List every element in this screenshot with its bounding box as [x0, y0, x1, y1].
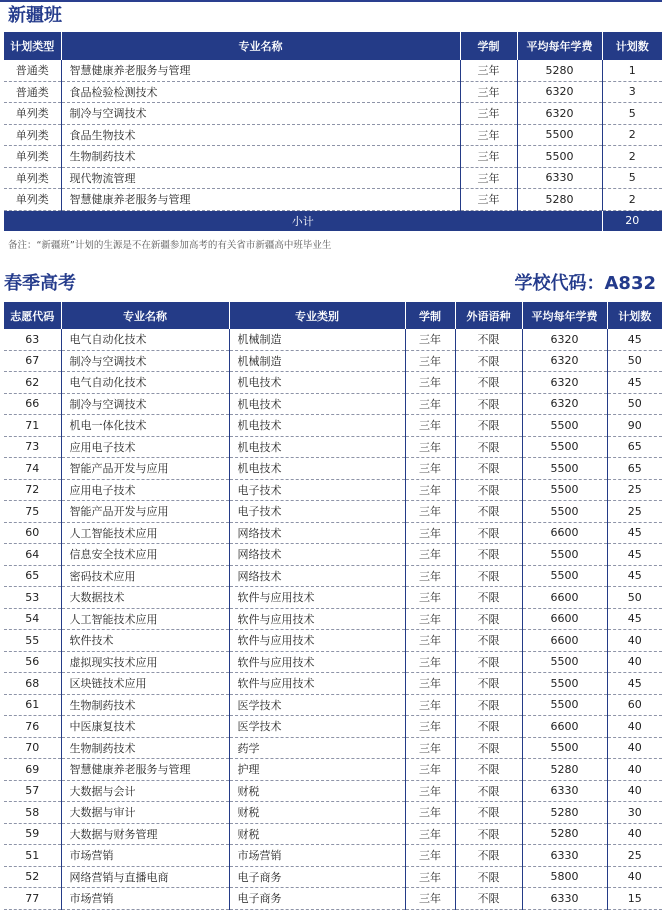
choice-code-cell: 71: [4, 415, 61, 437]
major-category-cell: 机电技术: [229, 458, 405, 480]
tuition-cell: 5500: [522, 651, 607, 673]
table-row: [4, 189, 662, 211]
tuition-cell: 5280: [522, 802, 607, 824]
tuition-cell: 5280: [522, 759, 607, 781]
tuition-cell: 5500: [522, 436, 607, 458]
header-plan-count: 计划数: [607, 302, 662, 329]
header-plan-count: 计划数: [602, 32, 662, 60]
section-title-spring-exam: 春季高考: [4, 273, 76, 294]
table-row: [4, 350, 662, 372]
major-category-cell: 机电技术: [229, 372, 405, 394]
plan-count-cell: 45: [607, 673, 662, 695]
choice-code-cell: 51: [4, 845, 61, 867]
header-major-name: 专业名称: [61, 302, 229, 329]
plan-count-cell: 25: [607, 845, 662, 867]
plan-count-cell: 40: [607, 780, 662, 802]
duration-cell: 三年: [460, 81, 517, 103]
plan-type-cell: 普通类: [4, 81, 61, 103]
major-name-cell: 智慧健康养老服务与管理: [61, 189, 460, 211]
duration-cell: 三年: [405, 866, 455, 888]
language-cell: 不限: [455, 393, 522, 415]
tuition-cell: 5500: [522, 458, 607, 480]
top-border-line: [0, 0, 662, 2]
choice-code-cell: 68: [4, 673, 61, 695]
plan-count-cell: 25: [607, 501, 662, 523]
tuition-cell: 6330: [522, 888, 607, 910]
major-category-cell: 电子商务: [229, 866, 405, 888]
table-row: [4, 587, 662, 609]
plan-count-cell: 65: [607, 436, 662, 458]
table-row: [4, 501, 662, 523]
header-plan-type: 计划类型: [4, 32, 61, 60]
table-row: [4, 780, 662, 802]
plan-type-cell: 单列类: [4, 124, 61, 146]
choice-code-cell: 65: [4, 565, 61, 587]
tuition-cell: 5500: [522, 737, 607, 759]
school-code: 学校代码：A832: [514, 273, 656, 294]
plan-count-cell: 40: [607, 823, 662, 845]
plan-count-cell: 45: [607, 372, 662, 394]
major-name-cell: 软件技术: [61, 630, 229, 652]
duration-cell: 三年: [405, 888, 455, 910]
plan-count-cell: 60: [607, 694, 662, 716]
major-name-cell: 人工智能技术应用: [61, 522, 229, 544]
table-row: [4, 823, 662, 845]
choice-code-cell: 62: [4, 372, 61, 394]
table-row: [4, 372, 662, 394]
language-cell: 不限: [455, 845, 522, 867]
choice-code-cell: 53: [4, 587, 61, 609]
tuition-cell: 5500: [522, 479, 607, 501]
duration-cell: 三年: [405, 651, 455, 673]
language-cell: 不限: [455, 737, 522, 759]
major-name-cell: 现代物流管理: [61, 167, 460, 189]
tuition-cell: 6600: [522, 587, 607, 609]
duration-cell: 三年: [405, 823, 455, 845]
subtotal-value: 20: [602, 210, 662, 231]
header-tuition: 平均每年学费: [522, 302, 607, 329]
major-name-cell: 智慧健康养老服务与管理: [61, 759, 229, 781]
language-cell: 不限: [455, 759, 522, 781]
tuition-cell: 6330: [517, 167, 602, 189]
tuition-cell: 6600: [522, 608, 607, 630]
language-cell: 不限: [455, 866, 522, 888]
plan-type-cell: 普通类: [4, 60, 61, 81]
plan-count-cell: 15: [607, 888, 662, 910]
language-cell: 不限: [455, 694, 522, 716]
major-name-cell: 生物制药技术: [61, 146, 460, 168]
duration-cell: 三年: [405, 759, 455, 781]
language-cell: 不限: [455, 587, 522, 609]
major-category-cell: 网络技术: [229, 522, 405, 544]
major-name-cell: 区块链技术应用: [61, 673, 229, 695]
tuition-cell: 6600: [522, 630, 607, 652]
choice-code-cell: 69: [4, 759, 61, 781]
tuition-cell: 5500: [517, 124, 602, 146]
plan-count-cell: 45: [607, 608, 662, 630]
tuition-cell: 5280: [517, 60, 602, 81]
major-category-cell: 机械制造: [229, 329, 405, 350]
major-name-cell: 制冷与空调技术: [61, 393, 229, 415]
tuition-cell: 6320: [517, 103, 602, 125]
plan-count-cell: 40: [607, 759, 662, 781]
plan-type-cell: 单列类: [4, 103, 61, 125]
major-name-cell: 大数据技术: [61, 587, 229, 609]
table-row: [4, 845, 662, 867]
major-name-cell: 大数据与审计: [61, 802, 229, 824]
duration-cell: 三年: [405, 350, 455, 372]
duration-cell: 三年: [405, 673, 455, 695]
table-row: [4, 866, 662, 888]
plan-count-cell: 30: [607, 802, 662, 824]
plan-count-cell: 40: [607, 737, 662, 759]
major-category-cell: 软件与应用技术: [229, 587, 405, 609]
major-name-cell: 智能产品开发与应用: [61, 501, 229, 523]
major-category-cell: 网络技术: [229, 544, 405, 566]
plan-count-cell: 65: [607, 458, 662, 480]
major-name-cell: 电气自动化技术: [61, 372, 229, 394]
spring-exam-plan-table: [4, 302, 662, 910]
table-row: [4, 630, 662, 652]
plan-count-cell: 45: [607, 329, 662, 350]
major-name-cell: 制冷与空调技术: [61, 103, 460, 125]
duration-cell: 三年: [460, 103, 517, 125]
table-row: [4, 167, 662, 189]
language-cell: 不限: [455, 522, 522, 544]
choice-code-cell: 75: [4, 501, 61, 523]
table-row: [4, 415, 662, 437]
section-title-xinjiang: 新疆班: [8, 5, 62, 26]
language-cell: 不限: [455, 823, 522, 845]
language-cell: 不限: [455, 436, 522, 458]
tuition-cell: 5500: [522, 544, 607, 566]
language-cell: 不限: [455, 501, 522, 523]
major-name-cell: 人工智能技术应用: [61, 608, 229, 630]
duration-cell: 三年: [405, 737, 455, 759]
major-name-cell: 大数据与会计: [61, 780, 229, 802]
plan-count-cell: 50: [607, 587, 662, 609]
choice-code-cell: 66: [4, 393, 61, 415]
language-cell: 不限: [455, 888, 522, 910]
plan-count-cell: 50: [607, 350, 662, 372]
duration-cell: 三年: [405, 565, 455, 587]
major-name-cell: 智能产品开发与应用: [61, 458, 229, 480]
language-cell: 不限: [455, 415, 522, 437]
choice-code-cell: 63: [4, 329, 61, 350]
plan-count-cell: 45: [607, 522, 662, 544]
tuition-cell: 6320: [517, 81, 602, 103]
major-category-cell: 网络技术: [229, 565, 405, 587]
plan-count-cell: 40: [607, 651, 662, 673]
table-row: [4, 81, 662, 103]
major-category-cell: 机械制造: [229, 350, 405, 372]
major-name-cell: 生物制药技术: [61, 694, 229, 716]
xinjiang-plan-table: [4, 32, 662, 231]
plan-count-cell: 2: [602, 189, 662, 211]
language-cell: 不限: [455, 479, 522, 501]
duration-cell: 三年: [405, 544, 455, 566]
duration-cell: 三年: [405, 802, 455, 824]
tuition-cell: 6320: [522, 329, 607, 350]
plan-count-cell: 90: [607, 415, 662, 437]
major-name-cell: 应用电子技术: [61, 479, 229, 501]
duration-cell: 三年: [405, 479, 455, 501]
major-category-cell: 医学技术: [229, 694, 405, 716]
major-category-cell: 机电技术: [229, 415, 405, 437]
plan-count-cell: 2: [602, 146, 662, 168]
duration-cell: 三年: [460, 189, 517, 211]
plan-count-cell: 3: [602, 81, 662, 103]
plan-type-cell: 单列类: [4, 189, 61, 211]
tuition-cell: 6600: [522, 716, 607, 738]
choice-code-cell: 57: [4, 780, 61, 802]
subtotal-label: 小计: [4, 210, 602, 231]
choice-code-cell: 59: [4, 823, 61, 845]
remark-note: 备注：“新疆班”计划的生源是不在新疆参加高考的有关省市新疆高中班毕业生: [8, 240, 332, 251]
plan-count-cell: 45: [607, 544, 662, 566]
table-row: [4, 329, 662, 350]
table-row: [4, 565, 662, 587]
duration-cell: 三年: [405, 845, 455, 867]
table-row: [4, 716, 662, 738]
duration-cell: 三年: [405, 716, 455, 738]
table-header-row: [4, 32, 662, 60]
major-category-cell: 软件与应用技术: [229, 608, 405, 630]
language-cell: 不限: [455, 565, 522, 587]
major-category-cell: 财税: [229, 823, 405, 845]
choice-code-cell: 52: [4, 866, 61, 888]
duration-cell: 三年: [405, 587, 455, 609]
header-foreign-language: 外语语种: [455, 302, 522, 329]
major-name-cell: 机电一体化技术: [61, 415, 229, 437]
plan-count-cell: 50: [607, 393, 662, 415]
table-row: [4, 124, 662, 146]
plan-count-cell: 2: [602, 124, 662, 146]
language-cell: 不限: [455, 651, 522, 673]
major-name-cell: 电气自动化技术: [61, 329, 229, 350]
plan-count-cell: 40: [607, 866, 662, 888]
header-major-category: 专业类别: [229, 302, 405, 329]
plan-count-cell: 45: [607, 565, 662, 587]
major-name-cell: 智慧健康养老服务与管理: [61, 60, 460, 81]
table-row: [4, 393, 662, 415]
duration-cell: 三年: [405, 329, 455, 350]
table-row: [4, 737, 662, 759]
major-category-cell: 财税: [229, 802, 405, 824]
header-major-name: 专业名称: [61, 32, 460, 60]
language-cell: 不限: [455, 372, 522, 394]
choice-code-cell: 64: [4, 544, 61, 566]
subtotal-row: [4, 210, 662, 231]
table-row: [4, 759, 662, 781]
choice-code-cell: 61: [4, 694, 61, 716]
choice-code-cell: 67: [4, 350, 61, 372]
choice-code-cell: 74: [4, 458, 61, 480]
language-cell: 不限: [455, 673, 522, 695]
tuition-cell: 5500: [522, 415, 607, 437]
language-cell: 不限: [455, 802, 522, 824]
major-category-cell: 药学: [229, 737, 405, 759]
tuition-cell: 5500: [517, 146, 602, 168]
language-cell: 不限: [455, 350, 522, 372]
tuition-cell: 6600: [522, 522, 607, 544]
choice-code-cell: 72: [4, 479, 61, 501]
language-cell: 不限: [455, 544, 522, 566]
tuition-cell: 6320: [522, 350, 607, 372]
table-row: [4, 888, 662, 910]
major-name-cell: 制冷与空调技术: [61, 350, 229, 372]
language-cell: 不限: [455, 716, 522, 738]
major-name-cell: 食品生物技术: [61, 124, 460, 146]
major-category-cell: 软件与应用技术: [229, 651, 405, 673]
table-row: [4, 146, 662, 168]
duration-cell: 三年: [405, 415, 455, 437]
tuition-cell: 5800: [522, 866, 607, 888]
choice-code-cell: 70: [4, 737, 61, 759]
tuition-cell: 5500: [522, 565, 607, 587]
language-cell: 不限: [455, 780, 522, 802]
duration-cell: 三年: [405, 608, 455, 630]
duration-cell: 三年: [460, 60, 517, 81]
table-header-row: [4, 302, 662, 329]
major-name-cell: 应用电子技术: [61, 436, 229, 458]
major-category-cell: 财税: [229, 780, 405, 802]
major-name-cell: 食品检验检测技术: [61, 81, 460, 103]
major-category-cell: 市场营销: [229, 845, 405, 867]
duration-cell: 三年: [460, 124, 517, 146]
plan-count-cell: 25: [607, 479, 662, 501]
header-tuition: 平均每年学费: [517, 32, 602, 60]
language-cell: 不限: [455, 608, 522, 630]
table-row: [4, 436, 662, 458]
duration-cell: 三年: [405, 458, 455, 480]
tuition-cell: 5500: [522, 694, 607, 716]
major-category-cell: 软件与应用技术: [229, 673, 405, 695]
choice-code-cell: 56: [4, 651, 61, 673]
choice-code-cell: 77: [4, 888, 61, 910]
major-name-cell: 市场营销: [61, 888, 229, 910]
major-name-cell: 大数据与财务管理: [61, 823, 229, 845]
duration-cell: 三年: [405, 630, 455, 652]
table-row: [4, 544, 662, 566]
major-name-cell: 网络营销与直播电商: [61, 866, 229, 888]
duration-cell: 三年: [405, 780, 455, 802]
table-row: [4, 60, 662, 81]
plan-type-cell: 单列类: [4, 167, 61, 189]
choice-code-cell: 60: [4, 522, 61, 544]
choice-code-cell: 58: [4, 802, 61, 824]
duration-cell: 三年: [405, 436, 455, 458]
table-row: [4, 673, 662, 695]
tuition-cell: 5280: [517, 189, 602, 211]
major-name-cell: 密码技术应用: [61, 565, 229, 587]
choice-code-cell: 54: [4, 608, 61, 630]
table-row: [4, 651, 662, 673]
table-row: [4, 802, 662, 824]
tuition-cell: 6320: [522, 393, 607, 415]
table-row: [4, 458, 662, 480]
plan-count-cell: 40: [607, 630, 662, 652]
duration-cell: 三年: [405, 522, 455, 544]
plan-count-cell: 5: [602, 167, 662, 189]
header-duration: 学制: [405, 302, 455, 329]
plan-count-cell: 40: [607, 716, 662, 738]
header-duration: 学制: [460, 32, 517, 60]
duration-cell: 三年: [405, 393, 455, 415]
duration-cell: 三年: [405, 694, 455, 716]
duration-cell: 三年: [460, 146, 517, 168]
major-name-cell: 虚拟现实技术应用: [61, 651, 229, 673]
duration-cell: 三年: [460, 167, 517, 189]
plan-type-cell: 单列类: [4, 146, 61, 168]
language-cell: 不限: [455, 458, 522, 480]
major-category-cell: 机电技术: [229, 393, 405, 415]
header-choice-code: 志愿代码: [4, 302, 61, 329]
table-row: [4, 694, 662, 716]
major-name-cell: 中医康复技术: [61, 716, 229, 738]
table-row: [4, 608, 662, 630]
major-name-cell: 信息安全技术应用: [61, 544, 229, 566]
choice-code-cell: 55: [4, 630, 61, 652]
tuition-cell: 6330: [522, 780, 607, 802]
major-category-cell: 护理: [229, 759, 405, 781]
major-category-cell: 医学技术: [229, 716, 405, 738]
choice-code-cell: 76: [4, 716, 61, 738]
language-cell: 不限: [455, 630, 522, 652]
table-row: [4, 103, 662, 125]
major-category-cell: 电子商务: [229, 888, 405, 910]
language-cell: 不限: [455, 329, 522, 350]
major-category-cell: 软件与应用技术: [229, 630, 405, 652]
tuition-cell: 5280: [522, 823, 607, 845]
plan-count-cell: 1: [602, 60, 662, 81]
tuition-cell: 6330: [522, 845, 607, 867]
table-row: [4, 522, 662, 544]
duration-cell: 三年: [405, 501, 455, 523]
plan-count-cell: 5: [602, 103, 662, 125]
major-name-cell: 生物制药技术: [61, 737, 229, 759]
table-row: [4, 479, 662, 501]
tuition-cell: 6320: [522, 372, 607, 394]
choice-code-cell: 73: [4, 436, 61, 458]
tuition-cell: 5500: [522, 501, 607, 523]
major-name-cell: 市场营销: [61, 845, 229, 867]
major-category-cell: 电子技术: [229, 501, 405, 523]
major-category-cell: 电子技术: [229, 479, 405, 501]
tuition-cell: 5500: [522, 673, 607, 695]
major-category-cell: 机电技术: [229, 436, 405, 458]
duration-cell: 三年: [405, 372, 455, 394]
